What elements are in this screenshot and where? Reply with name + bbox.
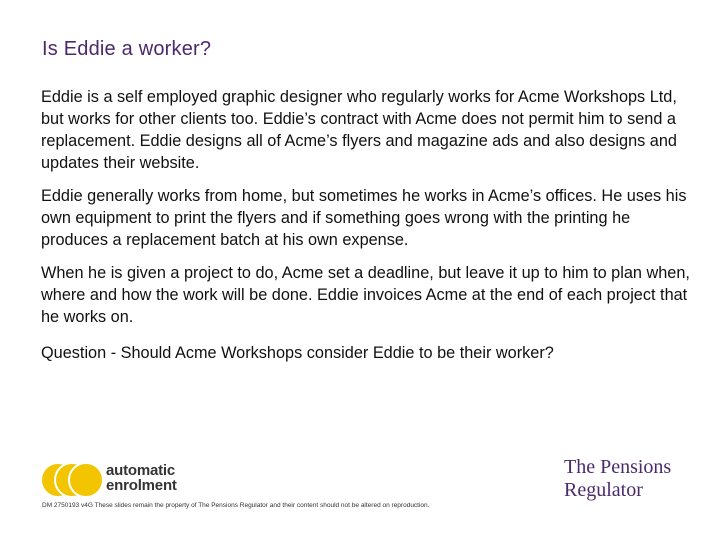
question-text: Question - Should Acme Workshops consider Eddie to be their worker? (41, 344, 554, 362)
slide-body (41, 86, 701, 375)
automatic-enrolment-logo (40, 460, 200, 500)
automatic-enrolment-line1: automatic (106, 462, 176, 479)
slide-title: Is Eddie a worker? (42, 38, 212, 60)
paragraph-1: Eddie is a self employed graphic designer who regularly works for Acme Workshops Ltd, but works for other clients too. Eddie’s contract with Acme does not permit him to send a replacement. Eddie designs all of Acme’s flyers and magazine ads and also designs and updates their website. (41, 88, 677, 172)
yellow-circles-icon (40, 460, 104, 500)
footer-disclaimer: DM 2750193 v4G These slides remain the property of The Pensions Regulator and their content should not be altered on reproduction. (42, 502, 430, 509)
paragraph-2: Eddie generally works from home, but sometimes he works in Acme’s offices. He uses his own equipment to print the flyers and if something goes wrong with the printing he produces a replacement batch at his own expense. (41, 187, 687, 249)
paragraph-3: When he is given a project to do, Acme set a deadline, but leave it up to him to plan when, where and how the work will be done. Eddie invoices Acme at the end of each project that he works on. (41, 264, 690, 326)
pensions-regulator-line1: The Pensions (564, 456, 672, 478)
pensions-regulator-logo (564, 456, 671, 502)
automatic-enrolment-line2: enrolment (106, 477, 177, 494)
pensions-regulator-line2: Regulator (564, 479, 643, 501)
